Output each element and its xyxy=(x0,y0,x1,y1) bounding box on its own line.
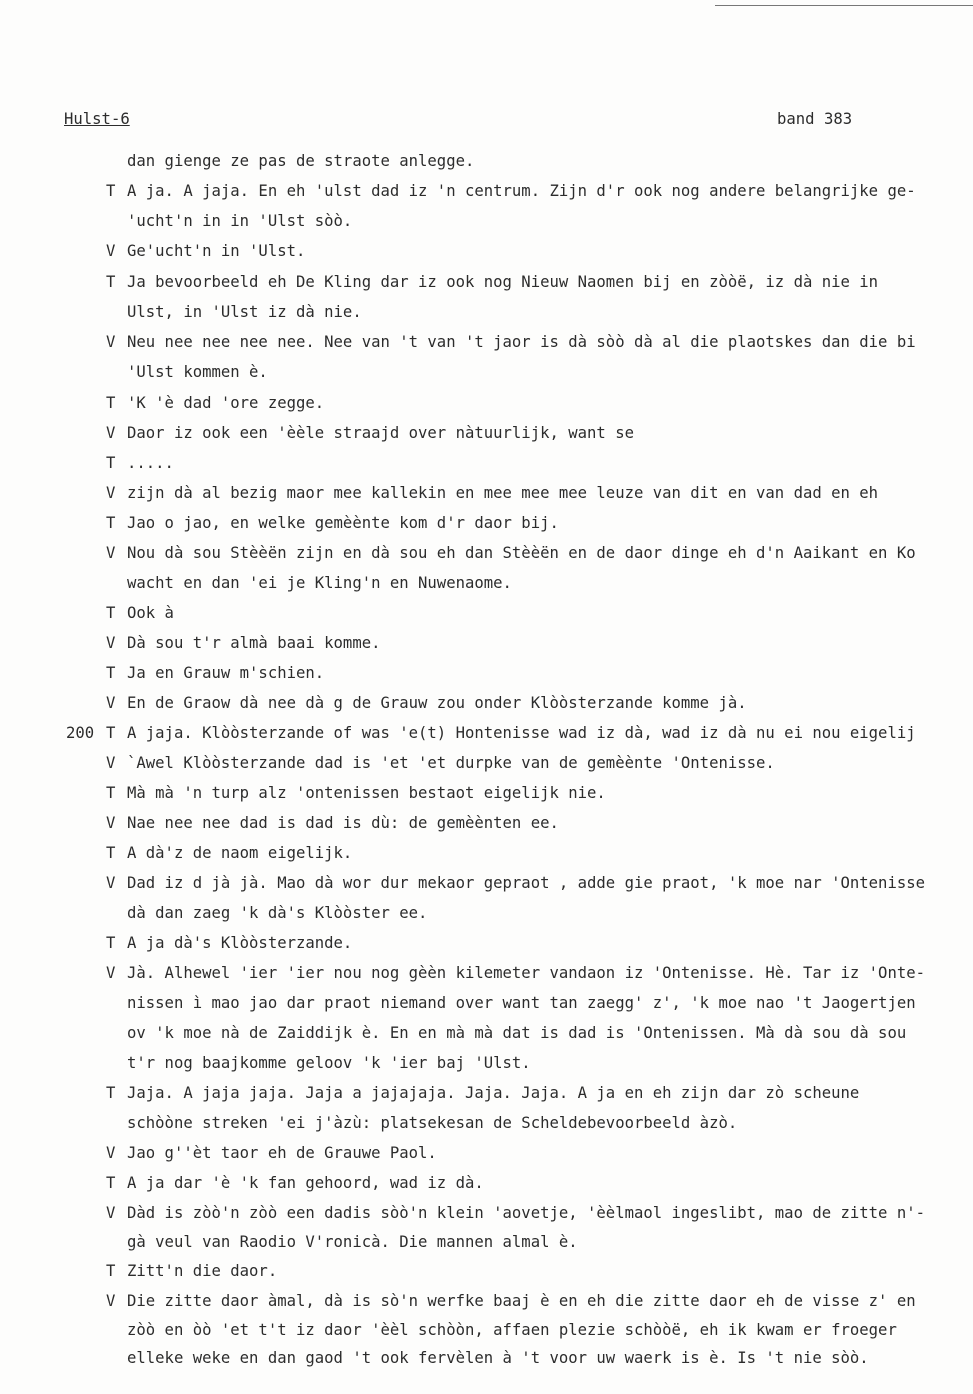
line-text: Ge'ucht'n in 'Ulst. xyxy=(127,242,306,260)
line-text: Ook à xyxy=(127,604,174,622)
transcript-line xyxy=(0,482,973,504)
line-text: dà dan zaeg 'k dà's Klòòster ee. xyxy=(127,904,428,922)
line-text: Zitt'n die daor. xyxy=(127,1262,278,1280)
speaker-label: V xyxy=(106,484,116,502)
transcript-line xyxy=(0,452,973,474)
speaker-label: V xyxy=(106,1144,116,1162)
line-text: Ja en Grauw m'schien. xyxy=(127,664,325,682)
line-text: Dà sou t'r almà baai komme. xyxy=(127,634,381,652)
line-text: nissen ì mao jao dar praot niemand over want tan zaegg' z', 'k moe nao 't Jaogertjen xyxy=(127,994,916,1012)
speaker-label: T xyxy=(106,394,116,412)
line-text: gà veul van Raodio V'ronicà. Die mannen almal è. xyxy=(127,1233,578,1251)
transcript-line xyxy=(0,782,973,804)
transcript-line xyxy=(0,180,973,202)
transcript-line xyxy=(0,1347,973,1369)
line-text: zijn dà al bezig maor mee kallekin en mee mee mee leuze van dit en van dad en eh xyxy=(127,484,879,502)
line-text: A ja dar 'è 'k fan gehoord, wad iz dà. xyxy=(127,1174,484,1192)
speaker-label: T xyxy=(106,664,116,682)
line-text: 'Ulst kommen è. xyxy=(127,363,268,381)
transcript-line xyxy=(0,392,973,414)
speaker-label: T xyxy=(106,604,116,622)
line-text: Mà mà 'n turp alz 'ontenissen bestaot eigelijk nie. xyxy=(127,784,606,802)
line-text: schòòne streken 'ei j'àzù: platsekesan de Scheldebevoorbeeld àzò. xyxy=(127,1114,738,1132)
transcript-line xyxy=(0,752,973,774)
transcript-line xyxy=(0,331,973,353)
line-text: A ja. A jaja. En eh 'ulst dad iz 'n centrum. Zijn d'r ook nog andere belangrijke ge- xyxy=(127,182,916,200)
line-text: elleke weke en dan gaod 't ook fervèlen à 't voor uw waerk is è. Is 't nie sòò. xyxy=(127,1349,869,1367)
speaker-label: V xyxy=(106,544,116,562)
line-text: `Awel Klòòsterzande dad is 'et 'et durpke van de gemèènte 'Ontenisse. xyxy=(127,754,775,772)
speaker-label: T xyxy=(106,784,116,802)
transcript-line xyxy=(0,962,973,984)
line-text: Jaja. A jaja jaja. Jaja a jajajaja. Jaja. Jaja. A ja en eh zijn dar zò scheune xyxy=(127,1084,860,1102)
transcript-line xyxy=(0,932,973,954)
line-text: Dàd is zòò'n zòò een dadis sòò'n klein 'aovetje, 'èèlmaol ingeslibt, mao de zitte n'- xyxy=(127,1204,925,1222)
line-text: Jà. Alhewel 'ier 'ier nou nog gèèn kilemeter vandaon iz 'Ontenisse. Hè. Tar iz 'Onte- xyxy=(127,964,925,982)
transcript-line xyxy=(0,542,973,564)
transcript-line xyxy=(0,602,973,624)
transcript-line xyxy=(0,301,973,323)
speaker-label: T xyxy=(106,844,116,862)
line-text: 'ucht'n in in 'Ulst sòò. xyxy=(127,212,353,230)
line-text: Nae nee nee dad is dad is dù: de gemèènten ee. xyxy=(127,814,559,832)
transcript-line xyxy=(0,271,973,293)
transcript-line xyxy=(0,1202,973,1224)
line-text: dan gienge ze pas de straote anlegge. xyxy=(127,152,475,170)
speaker-label: V xyxy=(106,424,116,442)
line-text: A ja dà's Klòòsterzande. xyxy=(127,934,353,952)
line-text: Ja bevoorbeeld eh De Kling dar iz ook nog Nieuw Naomen bij en zòòë, iz dà nie in xyxy=(127,273,879,291)
line-text: zòò en òò 'et t't iz daor 'èèl schòòn, affaen plezie schòòë, eh ik kwam er froeger xyxy=(127,1321,897,1339)
speaker-label: V xyxy=(106,694,116,712)
line-text: Jao g''èt taor eh de Grauwe Paol. xyxy=(127,1144,437,1162)
speaker-label: T xyxy=(106,934,116,952)
line-text: ov 'k moe nà de Zaiddijk è. En en mà mà dat is dad is 'Ontenissen. Mà dà sou dà sou xyxy=(127,1024,907,1042)
transcript-line xyxy=(0,992,973,1014)
speaker-label: T xyxy=(106,514,116,532)
transcript-line xyxy=(0,1052,973,1074)
transcript-line xyxy=(0,1112,973,1134)
speaker-label: V xyxy=(106,333,116,351)
line-text: Jao o jao, en welke gemèènte kom d'r daor bij. xyxy=(127,514,559,532)
transcript-line xyxy=(0,902,973,924)
transcript-line xyxy=(0,512,973,534)
line-text: wacht en dan 'ei je Kling'n en Nuwenaome. xyxy=(127,574,512,592)
line-text: En de Graow dà nee dà g de Grauw zou onder Klòòsterzande komme jà. xyxy=(127,694,747,712)
transcript-line xyxy=(0,1290,973,1312)
speaker-label: V xyxy=(106,634,116,652)
line-number: 200 xyxy=(66,724,95,742)
transcript-line xyxy=(0,632,973,654)
transcript-line xyxy=(0,240,973,262)
line-text: Dad iz d jà jà. Mao dà wor dur mekaor gepraot , adde gie praot, 'k moe nar 'Ontenisse xyxy=(127,874,925,892)
transcript-line xyxy=(0,722,973,744)
speaker-label: V xyxy=(106,242,116,260)
line-text: ..... xyxy=(127,454,174,472)
transcript-line xyxy=(0,1172,973,1194)
speaker-label: T xyxy=(106,182,116,200)
transcript-line xyxy=(0,210,973,232)
transcript-line xyxy=(0,1319,973,1341)
speaker-label: V xyxy=(106,1292,116,1310)
speaker-label: T xyxy=(106,273,116,291)
speaker-label: V xyxy=(106,814,116,832)
line-text: t'r nog baajkomme geloov 'k 'ier baj 'Ulst. xyxy=(127,1054,531,1072)
transcript-line xyxy=(0,692,973,714)
speaker-label: T xyxy=(106,1262,116,1280)
transcript-line xyxy=(0,572,973,594)
transcript-line xyxy=(0,662,973,684)
transcript-line xyxy=(0,1082,973,1104)
speaker-label: V xyxy=(106,874,116,892)
speaker-label: V xyxy=(106,754,116,772)
transcript-line xyxy=(0,1022,973,1044)
line-text: A dà'z de naom eigelijk. xyxy=(127,844,353,862)
transcript-line xyxy=(0,1260,973,1282)
speaker-label: T xyxy=(106,454,116,472)
band-number: band 383 xyxy=(777,110,853,128)
document-title: Hulst-6 xyxy=(64,110,130,128)
line-text: Die zitte daor àmal, dà is sò'n werfke baaj è en eh die zitte daor eh de visse z' en xyxy=(127,1292,916,1310)
speaker-label: T xyxy=(106,1084,116,1102)
line-text: Nou dà sou Stèèën zijn en dà sou eh dan Stèèën en de daor dinge eh d'n Aaikant en Ko xyxy=(127,544,916,562)
line-text: 'K 'è dad 'ore zegge. xyxy=(127,394,325,412)
transcript-line xyxy=(0,422,973,444)
speaker-label: T xyxy=(106,1174,116,1192)
line-text: A jaja. Klòòsterzande of was 'e(t) Hontenisse wad iz dà, wad iz dà nu ei nou eigelij xyxy=(127,724,916,742)
speaker-label: V xyxy=(106,1204,116,1222)
transcript-line xyxy=(0,1231,973,1253)
transcript-line xyxy=(0,150,973,172)
line-text: Neu nee nee nee nee. Nee van 't van 't jaor is dà sòò dà al die plaotskes dan die bi xyxy=(127,333,916,351)
transcript-line xyxy=(0,872,973,894)
transcript-line xyxy=(0,812,973,834)
transcript-line xyxy=(0,842,973,864)
speaker-label: V xyxy=(106,964,116,982)
speaker-label: T xyxy=(106,724,116,742)
transcript-line xyxy=(0,361,973,383)
transcript-line xyxy=(0,1142,973,1164)
line-text: Daor iz ook een 'èèle straajd over nàtuurlijk, want se xyxy=(127,424,634,442)
line-text: Ulst, in 'Ulst iz dà nie. xyxy=(127,303,362,321)
